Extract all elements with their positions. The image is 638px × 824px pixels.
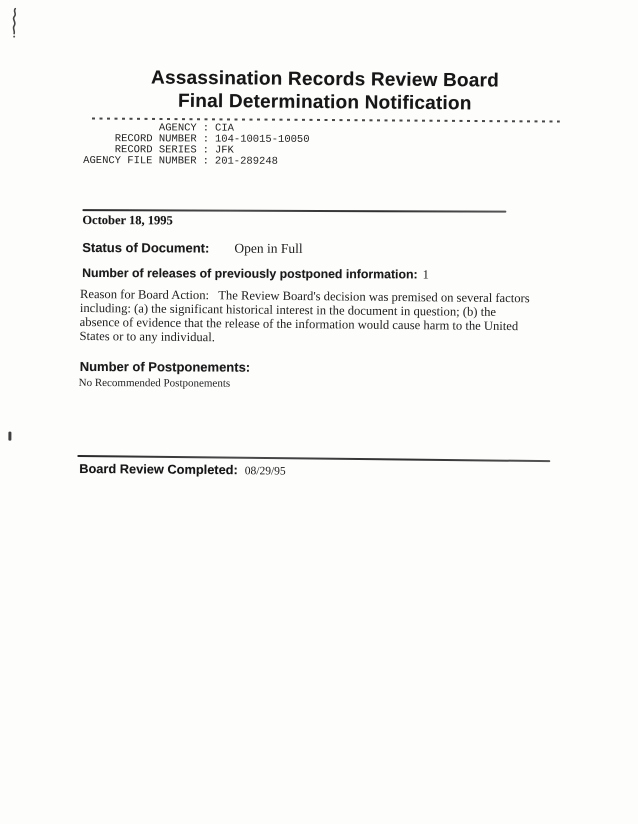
reason-line: absence of evidence that the release of the information would cause harm to the United (79, 315, 519, 334)
record-separator: : (202, 133, 210, 146)
document-title (6, 65, 638, 117)
record-separator: : (202, 144, 209, 157)
postponements-value: No Recommended Postponements (78, 376, 231, 390)
record-value: CIA (215, 122, 234, 135)
postponements-label: Number of Postponements: (79, 358, 251, 375)
record-row-agency-file-number (83, 156, 310, 168)
record-value: JFK (214, 144, 234, 157)
reason-line: Reason for Board Action: The Review Board's decision was premised on several factors (79, 286, 530, 306)
document-date: October 18, 1995 (82, 212, 173, 228)
scan-artifact-squiggle-icon (10, 7, 20, 39)
record-value: 201-289248 (214, 155, 278, 168)
releases-label: Number of releases of previously postponed information: (82, 265, 418, 282)
record-label: RECORD NUMBER (114, 133, 197, 146)
reason-line: including: (a) the significant historical interest in the document in question; (b) the (79, 301, 497, 320)
status-label: Status of Document: (82, 239, 210, 256)
scan-artifact-tick (8, 432, 11, 441)
title-line-1: Assassination Records Review Board (150, 67, 500, 92)
record-value: 104-10015-10050 (214, 133, 310, 146)
horizontal-rule-top (82, 209, 506, 212)
record-label: RECORD SERIES (114, 144, 197, 157)
reason-paragraph (80, 287, 530, 348)
releases-value: 1 (422, 267, 429, 282)
record-label: AGENCY (158, 122, 197, 135)
board-review-completed-row (79, 461, 286, 478)
record-label: AGENCY FILE NUMBER (83, 154, 197, 168)
record-separator: : (202, 155, 209, 168)
status-of-document-row (82, 240, 302, 257)
status-value: Open in Full (234, 240, 303, 256)
title-line-2: Final Determination Notification (177, 90, 472, 115)
review-completed-date: 08/29/95 (244, 465, 286, 478)
releases-row (82, 266, 429, 283)
record-identification-block (83, 123, 310, 168)
reason-line: States or to any individual. (79, 329, 216, 345)
record-separator: : (202, 122, 210, 135)
review-completed-label: Board Review Completed: (79, 460, 238, 478)
